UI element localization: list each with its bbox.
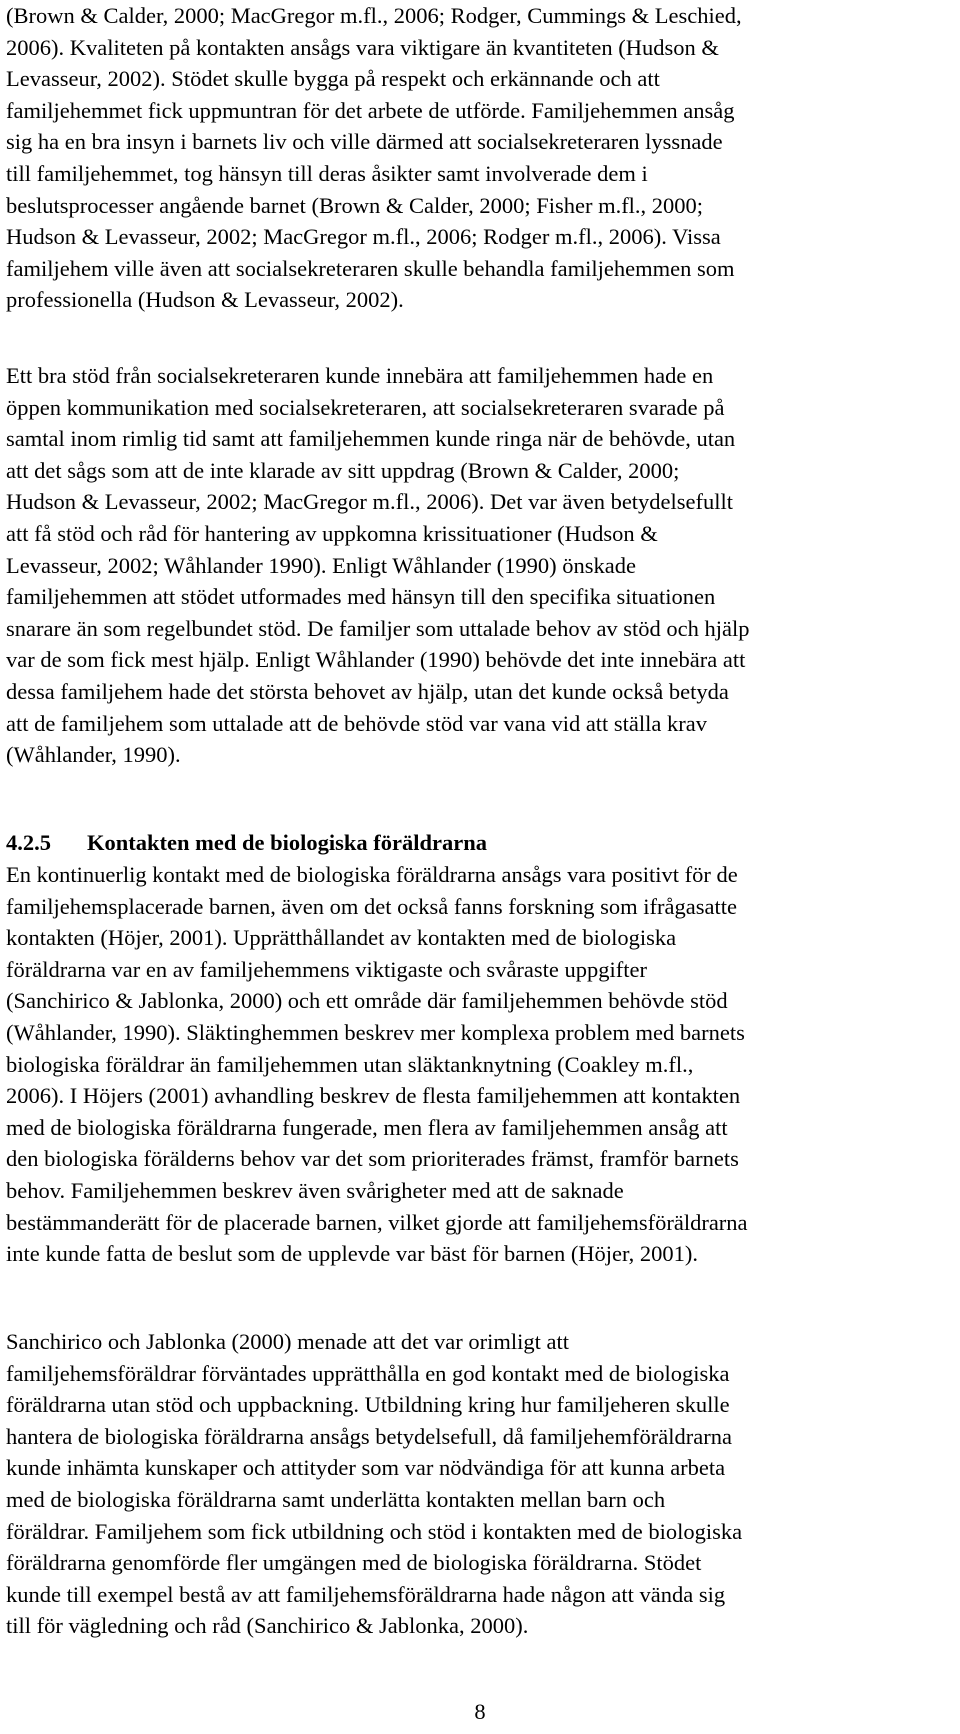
text-line: att få stöd och råd för hantering av uppkomna krissituationer (Hudson & xyxy=(6,520,658,546)
body-paragraph-4 xyxy=(6,1326,954,1642)
text-line: Ett bra stöd från socialsekreteraren kunde innebära att familjehemmen hade en xyxy=(6,363,714,388)
text-line: kunde inhämta kunskaper och attityder som var nödvändiga för att kunna arbeta xyxy=(6,1455,726,1481)
text-line: föräldrarna var en av familjehemmens viktigaste och svåraste uppgifter xyxy=(6,956,647,982)
text-line: Sanchirico och Jablonka (2000) menade att det var orimligt att xyxy=(6,1329,569,1354)
text-line: den biologiska förälderns behov var det som prioriterades främst, framför barnets xyxy=(6,1146,739,1172)
text-line: (Wåhlander, 1990). xyxy=(6,742,181,768)
text-line: behov. Familjehemmen beskrev även svårigheter med att de saknade xyxy=(6,1177,624,1203)
text-line: kontakten (Höjer, 2001). Upprätthållandet av kontakten med de biologiska xyxy=(6,925,677,951)
text-line: till familjehemmet, tog hänsyn till deras åsikter samt involverade dem i xyxy=(6,160,648,186)
text-line: 2006). Kvaliteten på kontakten ansågs vara viktigare än kvantiteten (Hudson & xyxy=(6,34,719,60)
body-paragraph-1 xyxy=(6,0,954,316)
text-line: att det sågs som att de inte klarade av sitt uppdrag (Brown & Calder, 2000; xyxy=(6,457,680,483)
text-line: föräldrarna utan stöd och uppbackning. Utbildning kring hur familjeheren skulle xyxy=(6,1392,730,1418)
text-line: med de biologiska föräldrarna fungerade, men flera av familjehemmen ansåg att xyxy=(6,1114,728,1140)
text-line: En kontinuerlig kontakt med de biologiska föräldrarna ansågs vara positivt för de xyxy=(6,862,738,887)
text-line: snarare än som regelbundet stöd. De familjer som uttalade behov av stöd och hjälp xyxy=(6,615,750,641)
text-line: att de familjehem som uttalade att de behövde stöd var vana vid att ställa krav xyxy=(6,710,708,736)
text-line: familjehemmen att stödet utformades med hänsyn till den specifika situationen xyxy=(6,584,716,610)
page-number: 8 xyxy=(474,1699,486,1724)
text-line: beslutsprocesser angående barnet (Brown & Calder, 2000; Fisher m.fl., 2000; xyxy=(6,192,704,218)
text-line: Levasseur, 2002; Wåhlander 1990). Enligt Wåhlander (1990) önskade xyxy=(6,552,636,578)
text-line: Hudson & Levasseur, 2002; MacGregor m.fl., 2006). Det var även betydelsefullt xyxy=(6,489,734,515)
text-line: bestämmanderätt för de placerade barnen, vilket gjorde att familjehemsföräldrarna xyxy=(6,1209,748,1235)
text-line: (Sanchirico & Jablonka, 2000) och ett område där familjehemmen behövde stöd xyxy=(6,988,728,1014)
text-line: Hudson & Levasseur, 2002; MacGregor m.fl., 2006; Rodger m.fl., 2006). Vissa xyxy=(6,224,721,250)
text-line: 2006). I Höjers (2001) avhandling beskrev de flesta familjehemmen att kontakten xyxy=(6,1083,741,1109)
text-line: biologiska föräldrar än familjehemmen utan släktanknytning (Coakley m.fl., xyxy=(6,1051,694,1077)
text-line: familjehem ville även att socialsekreteraren skulle behandla familjehemmen som xyxy=(6,255,735,281)
section-heading xyxy=(6,827,487,859)
text-line: (Brown & Calder, 2000; MacGregor m.fl., 2006; Rodger, Cummings & Leschied, xyxy=(6,3,742,28)
body-paragraph-2 xyxy=(6,360,954,771)
text-line: sig ha en bra insyn i barnets liv och ville därmed att socialsekreteraren lyssnade xyxy=(6,129,723,155)
text-line: Levasseur, 2002). Stödet skulle bygga på respekt och erkännande och att xyxy=(6,66,660,92)
text-line: dessa familjehem hade det största behovet av hjälp, utan det kunde också betyda xyxy=(6,678,729,704)
text-line: (Wåhlander, 1990). Släktinghemmen beskrev mer komplexa problem med barnets xyxy=(6,1019,745,1045)
text-line: familjehemsföräldrar förväntades upprätthålla en god kontakt med de biologiska xyxy=(6,1360,730,1386)
body-paragraph-3 xyxy=(6,859,954,1270)
text-line: öppen kommunikation med socialsekreteraren, att socialsekreteraren svarade på xyxy=(6,394,725,420)
text-line: var de som fick mest hjälp. Enligt Wåhlander (1990) behövde det inte innebära att xyxy=(6,647,746,673)
text-line: föräldrar. Familjehem som fick utbildning och stöd i kontakten med de biologiska xyxy=(6,1518,743,1544)
text-line: familjehemsplacerade barnen, även om det också fanns forskning som ifrågasatte xyxy=(6,893,737,919)
text-line: föräldrarna genomförde fler umgängen med de biologiska föräldrarna. Stödet xyxy=(6,1550,702,1576)
text-line: samtal inom rimlig tid samt att familjehemmen kunde ringa när de behövde, utan xyxy=(6,426,736,452)
text-line: professionella (Hudson & Levasseur, 2002). xyxy=(6,287,404,313)
text-line: med de biologiska föräldrarna samt underlätta kontakten mellan barn och xyxy=(6,1486,666,1512)
section-number: 4.2.5 xyxy=(6,830,51,855)
text-line: hantera de biologiska föräldrarna ansågs betydelsefull, då familjehemföräldrarna xyxy=(6,1423,732,1449)
text-line: familjehemmet fick uppmuntran för det arbete de utförde. Familjehemmen ansåg xyxy=(6,97,735,123)
text-line: kunde till exempel bestå av att familjehemsföräldrarna hade någon att vända sig xyxy=(6,1581,726,1607)
section-title: Kontakten med de biologiska föräldrarna xyxy=(87,830,488,855)
text-line: inte kunde fatta de beslut som de upplevde var bäst för barnen (Höjer, 2001). xyxy=(6,1241,699,1267)
text-line: till för vägledning och råd (Sanchirico & Jablonka, 2000). xyxy=(6,1613,529,1639)
